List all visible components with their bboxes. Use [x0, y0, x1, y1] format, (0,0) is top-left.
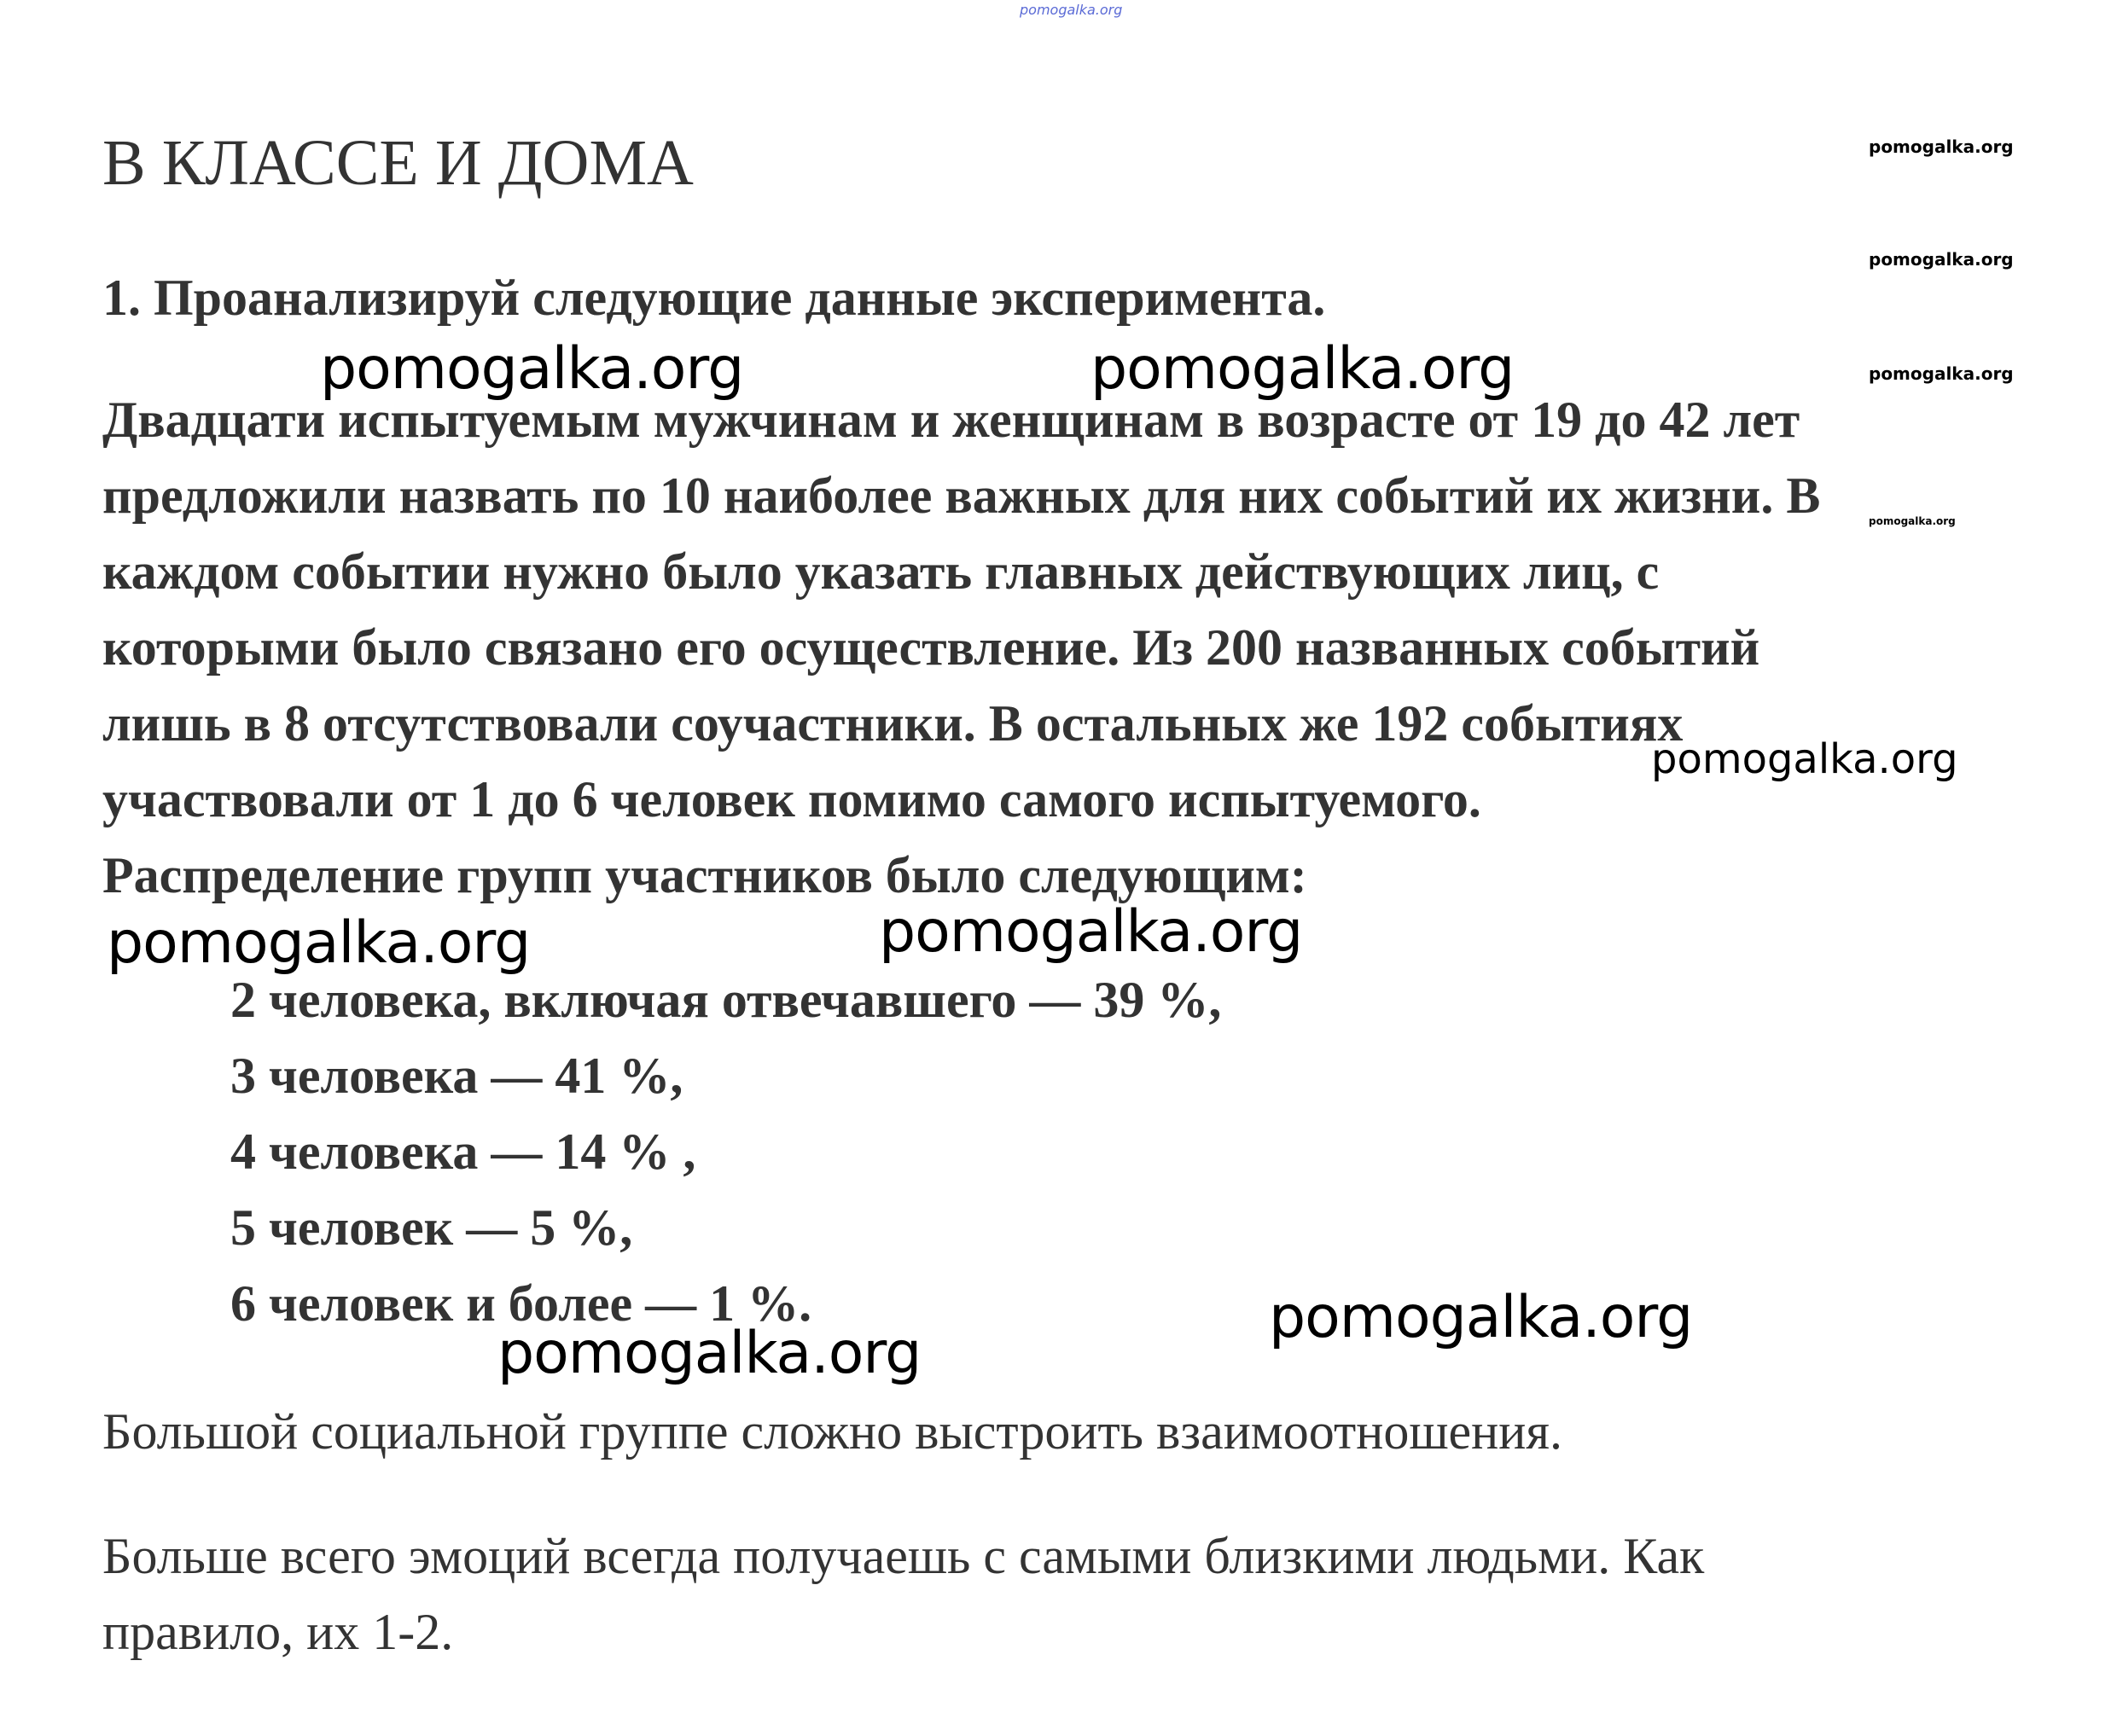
watermark-large: pomogalka.org — [497, 1320, 922, 1387]
watermark-large: pomogalka.org — [107, 909, 531, 977]
paragraph-line: лишь в 8 отсутствовали соучастники. В остальных же 192 событиях — [102, 695, 1684, 752]
section-heading: В КЛАССЕ И ДОМА — [102, 127, 694, 199]
watermark-corner-4: pomogalka.org — [1869, 515, 1956, 527]
watermark-large: pomogalka.org — [1269, 1284, 1693, 1351]
answer-line: Больше всего эмоций всегда получаешь с самыми близкими людьми. Как — [102, 1528, 1705, 1584]
paragraph-line: Распределение групп участников было следующим: — [102, 847, 1307, 903]
paragraph-line: участвовали от 1 до 6 человек помимо самого испытуемого. — [102, 771, 1481, 827]
watermark-corner-2: pomogalka.org — [1869, 249, 2014, 270]
list-item: 5 человек — 5 %, — [230, 1199, 633, 1256]
watermark-top: pomogalka.org — [1020, 2, 1123, 18]
task-title: 1. Проанализируй следующие данные эксперимента. — [102, 270, 1326, 326]
paragraph-line: Двадцати испытуемым мужчинам и женщинам в возрасте от 19 до 42 лет — [102, 392, 1800, 448]
watermark-corner-3: pomogalka.org — [1869, 363, 2014, 384]
list-item: 6 человек и более — 1 %. — [230, 1275, 812, 1332]
answer-line: Большой социальной группе сложно выстроить взаимоотношения. — [102, 1403, 1562, 1460]
answer-paragraph-2 — [102, 1518, 1704, 1670]
watermark-large: pomogalka.org — [1090, 335, 1515, 403]
watermark-corner-1: pomogalka.org — [1869, 136, 2014, 157]
paragraph-line: каждом событии нужно было указать главных действующих лиц, с — [102, 543, 1660, 600]
paragraph-line: предложили назвать по 10 наиболее важных для них событий их жизни. В — [102, 467, 1821, 524]
watermark-large: pomogalka.org — [320, 335, 744, 403]
answer-paragraph-1 — [102, 1394, 1562, 1470]
experiment-paragraph — [102, 382, 2065, 914]
answer-line: правило, их 1-2. — [102, 1604, 454, 1660]
paragraph-line: которыми было связано его осуществление. Из 200 названных событий — [102, 619, 1760, 676]
list-item: 4 человека — 14 % , — [230, 1123, 696, 1180]
distribution-list — [230, 962, 1221, 1342]
list-item: 2 человека, включая отвечавшего — 39 %, — [230, 972, 1222, 1028]
watermark-medium: pomogalka.org — [1651, 735, 1958, 783]
watermark-large: pomogalka.org — [879, 898, 1303, 966]
list-item: 3 человека — 41 %, — [230, 1048, 683, 1104]
